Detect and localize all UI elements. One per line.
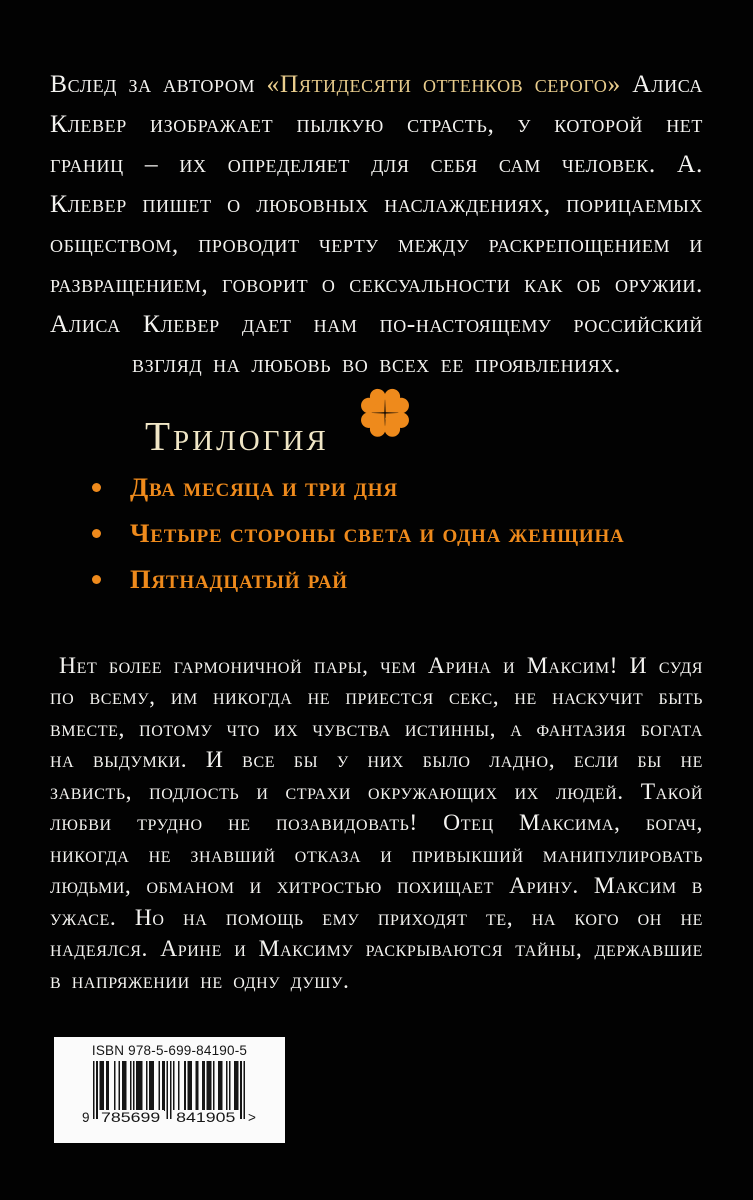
isbn-text: ISBN 978-5-699-84190-5 [91,1043,248,1058]
trilogy-item-label: Пятнадцатый рай [130,564,348,594]
top-blurb [50,64,703,384]
bottom-blurb: Нет более гармоничной пары, чем Арина и Максим! И судя по всему, им никогда не приестся секс, не наскучит быть вместе, потому что их чувства истинны, а фантазия богата на выдумки. И все бы у них было ладно, если бы не зависть, подлость и страхи окружающих их людей. Такой любви трудно не позавидовать! Отец Максима, богач, никогда не знавший отказа и привыкший манипулировать людьми, обманом и хитростью похищает Арину. Максим в ужасе. Но на помощь ему приходят те, на кого он не надеялся. Арине и Максиму раскрываются тайны, державшие в напряжении не одну душу. [50,652,703,994]
barcode-image [82,1061,258,1124]
trilogy-item-1 [92,472,692,503]
trilogy-item-label: Четыре стороны света и одна женщина [130,518,625,548]
clover-icon [358,388,412,442]
trilogy-heading: Трилогия [145,413,329,459]
svg-text:9: 9 [81,1110,90,1124]
trilogy-item-2 [92,518,692,549]
top-blurb-prefix: Вслед за автором [50,68,256,98]
bullet-dot [92,529,101,538]
svg-text:785699: 785699 [100,1110,160,1124]
bullet-dot [92,483,101,492]
trilogy-list [92,472,692,610]
trilogy-item-label: Два месяца и три дня [130,472,398,502]
svg-text:841905: 841905 [175,1110,235,1124]
svg-text:>: > [247,1110,256,1124]
bullet-dot [92,575,101,584]
top-blurb-body: Алиса Клевер изображает пылкую страсть, у которой нет границ – их определяет для себя сам человек. А. Клевер пишет о любовных наслаждениях, порицаемых обществом, проводит черту между раскрепощением и развращением, говорит о сексуальности как об оружии. Алиса Клевер дает нам по-настоящему российский взгляд на любовь во всех ее проявлениях. [50,68,703,378]
referenced-title: «Пятидесяти оттенков серого» [266,68,621,98]
barcode-label [54,1037,285,1143]
trilogy-item-3 [92,564,692,595]
